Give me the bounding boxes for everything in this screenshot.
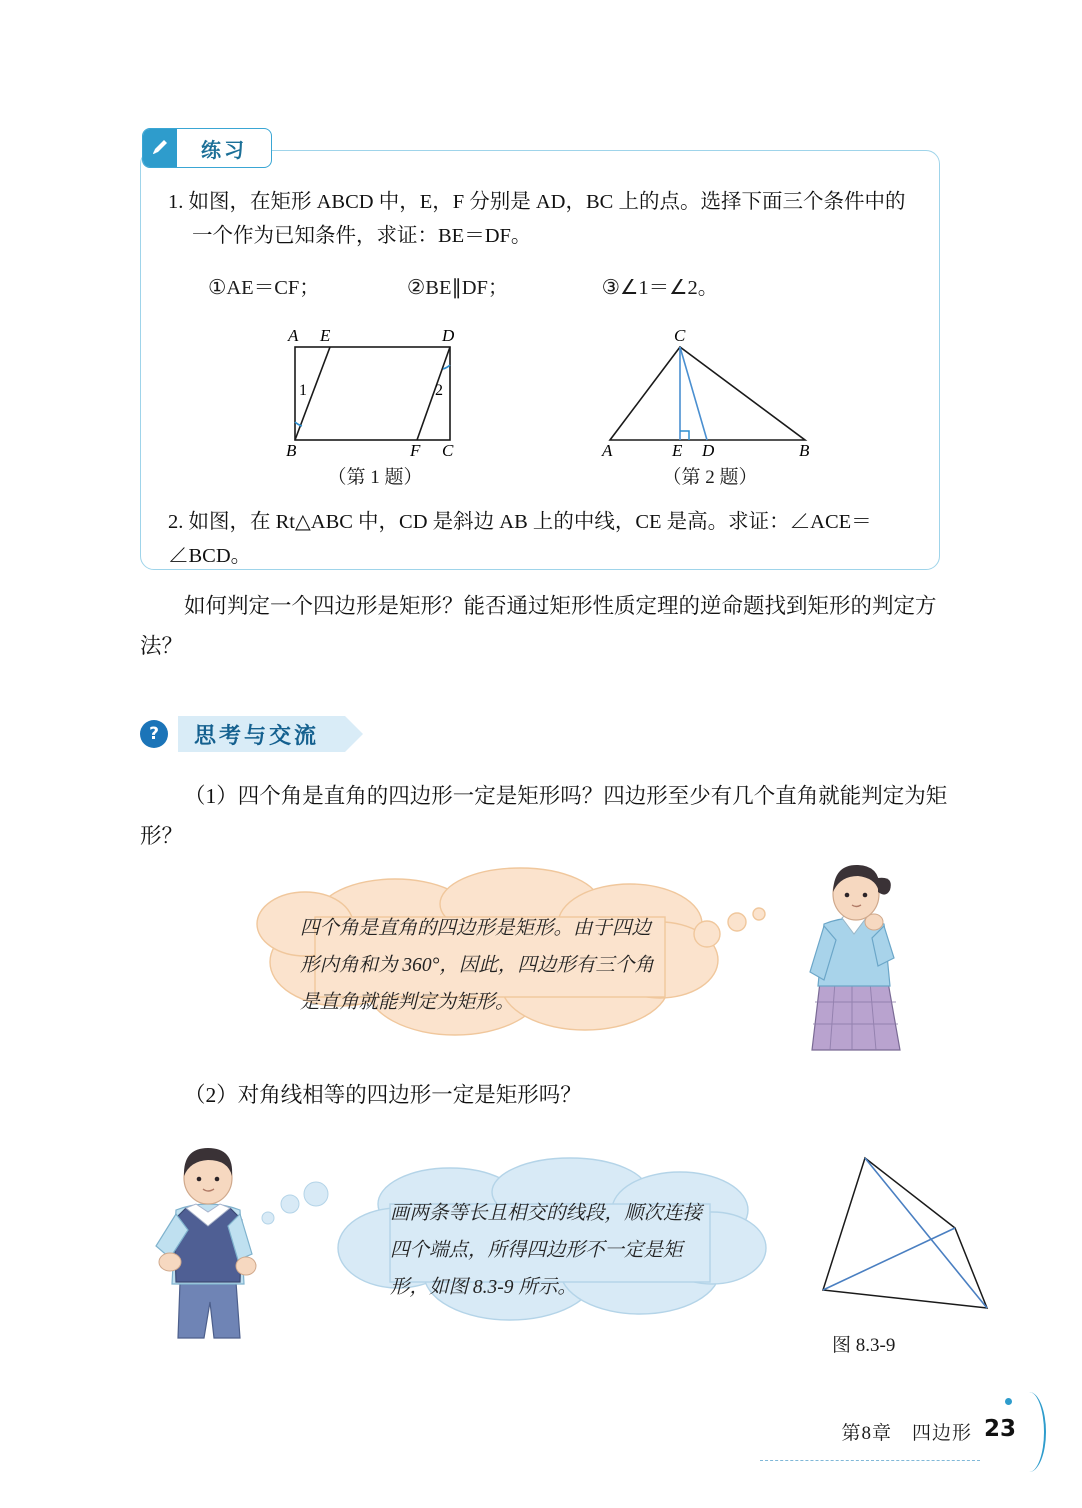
figure-2-caption: （第 2 题） [662, 467, 758, 488]
svg-text:B: B [799, 441, 810, 460]
think-and-discuss-header [140, 714, 345, 754]
svg-text:A: A [602, 441, 613, 460]
figure-question-2 [590, 325, 830, 460]
footer-arc [1018, 1392, 1046, 1472]
svg-text:F: F [410, 441, 421, 460]
footer-chapter: 第8章 四边形 [841, 1423, 972, 1444]
figure-1-caption: （第 1 题） [327, 467, 423, 488]
footer-divider [760, 1460, 980, 1461]
svg-text:B: B [286, 441, 297, 460]
boy-bubble-text: 画两条等长且相交的线段，顺次连接四个端点，所得四边形不一定是矩形，如图 8.3-9 所示。 [390, 1203, 703, 1298]
figure-8-3-9 [795, 1150, 1000, 1320]
condition-2: ②BE∥DF； [406, 277, 509, 299]
question-2: 2. 如图，在 Rt△ABC 中，CD 是斜边 AB 上的中线，CE 是高。求证：∠ACE＝∠BCD。 [168, 511, 872, 567]
girl-illustration [790, 862, 920, 1057]
page-footer [0, 1418, 1082, 1478]
svg-text:E: E [672, 441, 683, 460]
intro-paragraph: 如何判定一个四边形是矩形？能否通过矩形性质定理的逆命题找到矩形的判定方法？ [140, 594, 937, 658]
pencil-icon [143, 129, 177, 167]
page-number: 23 [983, 1416, 1016, 1442]
question-1-line-2: 一个作为已知条件，求证：BE＝DF。 [192, 225, 532, 247]
question-paragraph-2: （2）对角线相等的四边形一定是矩形吗？ [184, 1083, 582, 1107]
svg-text:C: C [674, 326, 686, 345]
question-paragraph-1: （1）四个角是直角的四边形一定是矩形吗？四边形至少有几个直角就能判定为矩形？ [140, 784, 948, 848]
footer-dot [1005, 1398, 1012, 1405]
svg-text:A: A [288, 326, 299, 345]
svg-text:1: 1 [299, 382, 307, 399]
practice-tab [142, 128, 272, 168]
figure-question-1 [270, 325, 500, 460]
condition-1: ①AE＝CF； [208, 277, 320, 299]
boy-illustration [140, 1142, 280, 1342]
question-1-line-1: 1. 如图，在矩形 ABCD 中，E，F 分别是 AD，BC 上的点。选择下面三个条件中的 [168, 191, 906, 213]
svg-text:E: E [320, 326, 331, 345]
think-and-discuss-bar [178, 716, 345, 752]
question-mark-icon: ? [140, 720, 168, 748]
boy-thought-dots [258, 1180, 338, 1240]
svg-text:D: D [702, 441, 715, 460]
figure-8-3-9-label: 图 8.3-9 [832, 1335, 896, 1356]
svg-text:D: D [442, 326, 455, 345]
question-1-conditions [208, 270, 908, 300]
condition-3: ③∠1＝∠2。 [601, 277, 719, 299]
svg-text:2: 2 [435, 382, 443, 399]
girl-bubble-text: 四个角是直角的四边形是矩形。由于四边形内角和为 360°，因此，四边形有三个角是直角就能判定为矩形。 [300, 918, 654, 1013]
practice-tab-label: 练习 [201, 137, 247, 162]
think-and-discuss-label: 思考与交流 [194, 723, 320, 749]
question-1 [168, 185, 928, 253]
svg-text:C: C [442, 441, 454, 460]
